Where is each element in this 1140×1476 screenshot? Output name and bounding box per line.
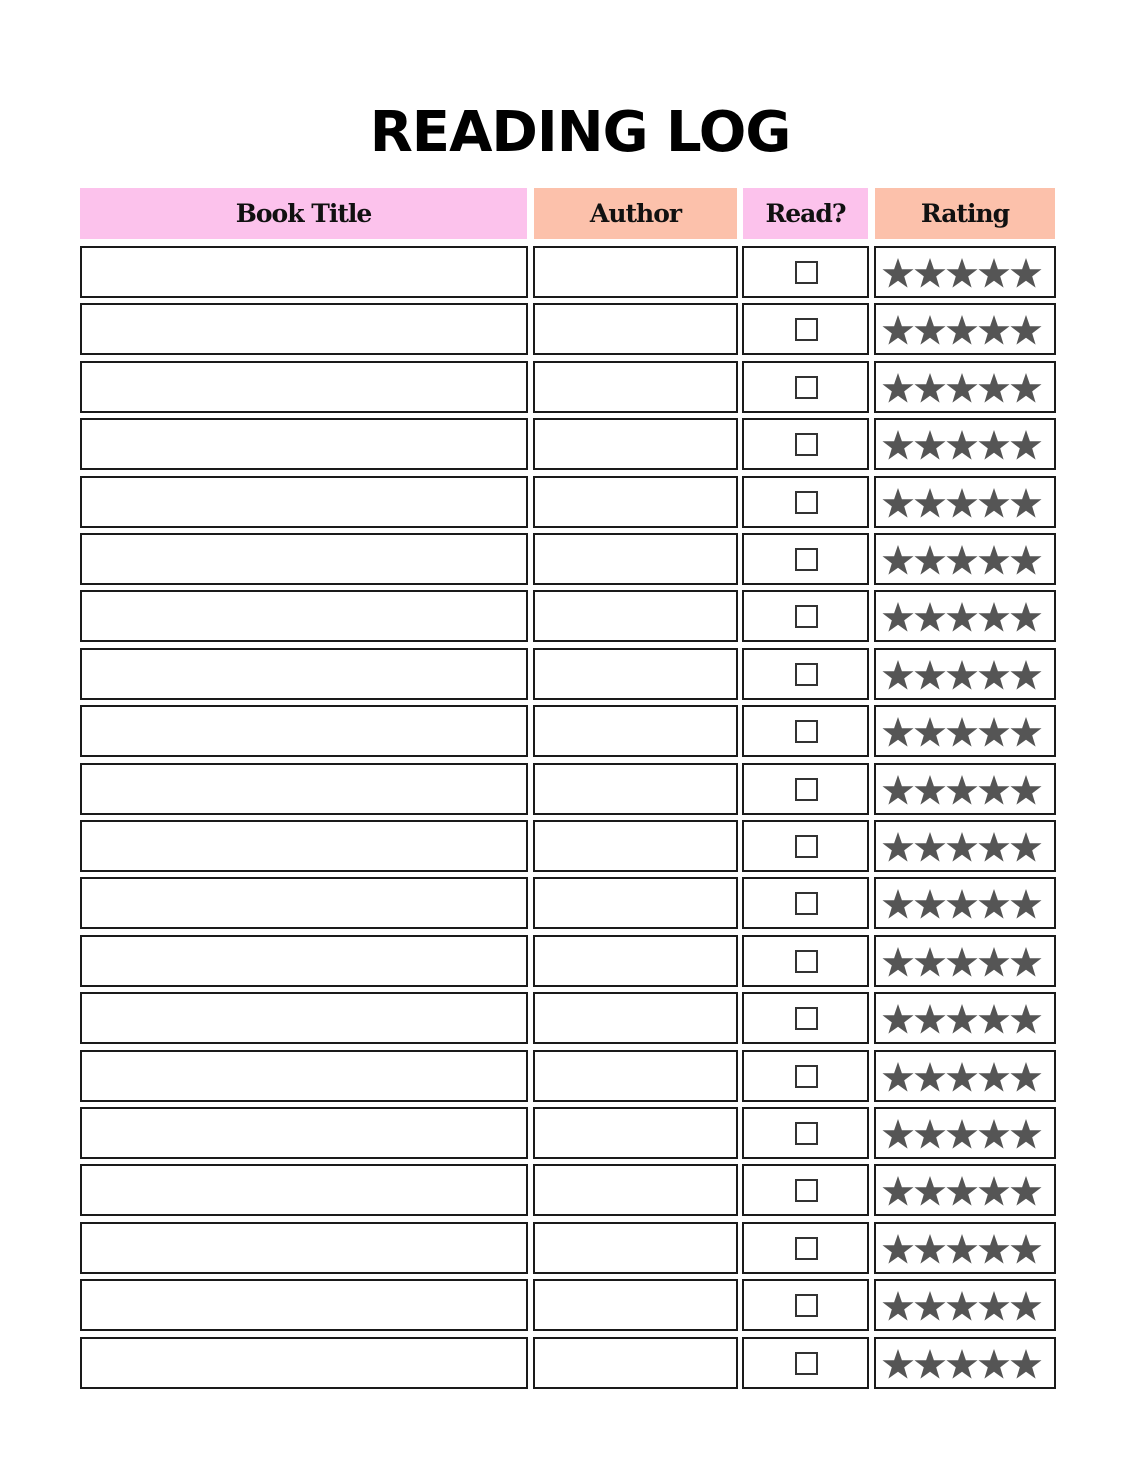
- star-rating: [882, 712, 1042, 750]
- star-icon[interactable]: [882, 540, 914, 578]
- book-title-field[interactable]: [80, 648, 528, 700]
- star-icon[interactable]: [946, 1057, 978, 1095]
- star-icon[interactable]: [914, 540, 946, 578]
- star-icon[interactable]: [978, 540, 1010, 578]
- star-rating: [882, 425, 1042, 463]
- read-cell: [742, 935, 869, 987]
- star-icon[interactable]: [1010, 712, 1042, 750]
- rating-cell: [874, 1050, 1056, 1102]
- read-cell: [742, 1222, 869, 1274]
- book-title-field[interactable]: [80, 1164, 528, 1216]
- header-read: Read?: [743, 188, 868, 239]
- star-icon[interactable]: [1010, 540, 1042, 578]
- star-icon[interactable]: [946, 1114, 978, 1152]
- star-icon[interactable]: [1010, 827, 1042, 865]
- star-icon[interactable]: [882, 1344, 914, 1382]
- star-icon[interactable]: [1010, 1171, 1042, 1209]
- star-icon[interactable]: [1010, 942, 1042, 980]
- table-row: [0, 590, 1140, 642]
- book-title-field[interactable]: [80, 533, 528, 585]
- star-icon[interactable]: [946, 999, 978, 1037]
- star-icon[interactable]: [946, 310, 978, 348]
- read-checkbox[interactable]: [795, 950, 818, 973]
- star-icon[interactable]: [1010, 253, 1042, 291]
- star-icon[interactable]: [978, 1286, 1010, 1324]
- author-field[interactable]: [533, 418, 738, 470]
- author-field[interactable]: [533, 1222, 738, 1274]
- star-icon[interactable]: [946, 368, 978, 406]
- rating-cell: [874, 418, 1056, 470]
- star-icon[interactable]: [914, 253, 946, 291]
- page-title: READING LOG: [369, 100, 791, 165]
- star-icon[interactable]: [1010, 770, 1042, 808]
- star-icon[interactable]: [914, 1114, 946, 1152]
- star-icon[interactable]: [882, 942, 914, 980]
- rating-cell: [874, 820, 1056, 872]
- star-icon[interactable]: [1010, 368, 1042, 406]
- star-icon[interactable]: [978, 770, 1010, 808]
- read-checkbox[interactable]: [795, 1237, 818, 1260]
- header-rating: Rating: [875, 188, 1055, 239]
- read-cell: [742, 648, 869, 700]
- read-checkbox[interactable]: [795, 605, 818, 628]
- star-rating: [882, 655, 1042, 693]
- read-checkbox[interactable]: [795, 1007, 818, 1030]
- book-title-field[interactable]: [80, 1222, 528, 1274]
- star-icon[interactable]: [1010, 483, 1042, 521]
- read-checkbox[interactable]: [795, 892, 818, 915]
- rating-cell: [874, 246, 1056, 298]
- star-icon[interactable]: [914, 597, 946, 635]
- read-cell: [742, 877, 869, 929]
- read-checkbox[interactable]: [795, 1294, 818, 1317]
- star-icon[interactable]: [914, 1057, 946, 1095]
- star-icon[interactable]: [1010, 1114, 1042, 1152]
- star-icon[interactable]: [882, 999, 914, 1037]
- author-field[interactable]: [533, 1107, 738, 1159]
- author-field[interactable]: [533, 303, 738, 355]
- author-field[interactable]: [533, 705, 738, 757]
- star-icon[interactable]: [914, 655, 946, 693]
- star-icon[interactable]: [1010, 1286, 1042, 1324]
- star-icon[interactable]: [1010, 310, 1042, 348]
- book-title-field[interactable]: [80, 1279, 528, 1331]
- star-rating: [882, 1171, 1042, 1209]
- star-rating: [882, 1057, 1042, 1095]
- rating-cell: [874, 1279, 1056, 1331]
- author-field[interactable]: [533, 246, 738, 298]
- book-title-field[interactable]: [80, 303, 528, 355]
- rating-cell: [874, 705, 1056, 757]
- star-rating: [882, 1286, 1042, 1324]
- book-title-field[interactable]: [80, 992, 528, 1044]
- book-title-field[interactable]: [80, 1050, 528, 1102]
- author-field[interactable]: [533, 763, 738, 815]
- table-row: [0, 705, 1140, 757]
- star-icon[interactable]: [914, 483, 946, 521]
- author-field[interactable]: [533, 1337, 738, 1389]
- book-title-field[interactable]: [80, 1107, 528, 1159]
- book-title-field[interactable]: [80, 935, 528, 987]
- star-icon[interactable]: [946, 942, 978, 980]
- table-row: [0, 1279, 1140, 1331]
- star-icon[interactable]: [882, 1171, 914, 1209]
- read-cell: [742, 1337, 869, 1389]
- star-icon[interactable]: [882, 712, 914, 750]
- read-checkbox[interactable]: [795, 1352, 818, 1375]
- book-title-field[interactable]: [80, 705, 528, 757]
- table-row: [0, 533, 1140, 585]
- star-icon[interactable]: [882, 425, 914, 463]
- table-row: [0, 877, 1140, 929]
- book-title-field[interactable]: [80, 820, 528, 872]
- star-icon[interactable]: [946, 540, 978, 578]
- star-icon[interactable]: [882, 1114, 914, 1152]
- rating-cell: [874, 590, 1056, 642]
- table-row: [0, 1222, 1140, 1274]
- read-checkbox[interactable]: [795, 1122, 818, 1145]
- rating-cell: [874, 763, 1056, 815]
- read-cell: [742, 820, 869, 872]
- star-icon[interactable]: [882, 1229, 914, 1267]
- star-icon[interactable]: [914, 770, 946, 808]
- star-icon[interactable]: [1010, 999, 1042, 1037]
- star-icon[interactable]: [946, 655, 978, 693]
- read-cell: [742, 1107, 869, 1159]
- read-cell: [742, 246, 869, 298]
- book-title-field[interactable]: [80, 246, 528, 298]
- read-cell: [742, 476, 869, 528]
- author-field[interactable]: [533, 648, 738, 700]
- rating-cell: [874, 476, 1056, 528]
- star-rating: [882, 770, 1042, 808]
- author-field[interactable]: [533, 992, 738, 1044]
- star-icon[interactable]: [946, 1171, 978, 1209]
- rating-cell: [874, 533, 1056, 585]
- star-icon[interactable]: [914, 712, 946, 750]
- table-row: [0, 246, 1140, 298]
- star-icon[interactable]: [882, 310, 914, 348]
- star-icon[interactable]: [978, 1171, 1010, 1209]
- rating-cell: [874, 935, 1056, 987]
- star-icon[interactable]: [882, 655, 914, 693]
- rating-cell: [874, 1337, 1056, 1389]
- table-row: [0, 476, 1140, 528]
- rating-cell: [874, 877, 1056, 929]
- star-icon[interactable]: [978, 827, 1010, 865]
- star-icon[interactable]: [914, 368, 946, 406]
- table-row: [0, 361, 1140, 413]
- read-checkbox[interactable]: [795, 835, 818, 858]
- star-icon[interactable]: [978, 1229, 1010, 1267]
- author-field[interactable]: [533, 590, 738, 642]
- table-row: [0, 820, 1140, 872]
- star-icon[interactable]: [978, 712, 1010, 750]
- star-icon[interactable]: [1010, 1344, 1042, 1382]
- table-row: [0, 648, 1140, 700]
- star-icon[interactable]: [978, 942, 1010, 980]
- star-icon[interactable]: [946, 1344, 978, 1382]
- star-icon[interactable]: [882, 1286, 914, 1324]
- star-rating: [882, 827, 1042, 865]
- star-rating: [882, 483, 1042, 521]
- star-icon[interactable]: [1010, 1057, 1042, 1095]
- star-rating: [882, 540, 1042, 578]
- header-book-title: Book Title: [80, 188, 527, 239]
- star-icon[interactable]: [978, 483, 1010, 521]
- star-icon[interactable]: [946, 425, 978, 463]
- star-icon[interactable]: [978, 1114, 1010, 1152]
- star-icon[interactable]: [978, 1344, 1010, 1382]
- star-icon[interactable]: [946, 1229, 978, 1267]
- author-field[interactable]: [533, 1279, 738, 1331]
- star-icon[interactable]: [914, 1229, 946, 1267]
- read-checkbox[interactable]: [795, 433, 818, 456]
- star-icon[interactable]: [882, 368, 914, 406]
- star-rating: [882, 884, 1042, 922]
- book-title-field[interactable]: [80, 476, 528, 528]
- star-rating: [882, 253, 1042, 291]
- read-checkbox[interactable]: [795, 778, 818, 801]
- star-icon[interactable]: [946, 712, 978, 750]
- read-cell: [742, 705, 869, 757]
- rating-cell: [874, 992, 1056, 1044]
- star-icon[interactable]: [946, 884, 978, 922]
- star-icon[interactable]: [882, 770, 914, 808]
- star-rating: [882, 597, 1042, 635]
- table-row: [0, 1337, 1140, 1389]
- star-icon[interactable]: [882, 1057, 914, 1095]
- read-checkbox[interactable]: [795, 491, 818, 514]
- star-icon[interactable]: [882, 483, 914, 521]
- table-row: [0, 992, 1140, 1044]
- star-icon[interactable]: [914, 884, 946, 922]
- star-icon[interactable]: [946, 483, 978, 521]
- read-cell: [742, 590, 869, 642]
- read-cell: [742, 418, 869, 470]
- rating-cell: [874, 1222, 1056, 1274]
- author-field[interactable]: [533, 1164, 738, 1216]
- star-icon[interactable]: [914, 1344, 946, 1382]
- read-checkbox[interactable]: [795, 1065, 818, 1088]
- star-icon[interactable]: [882, 253, 914, 291]
- star-rating: [882, 1344, 1042, 1382]
- star-icon[interactable]: [946, 827, 978, 865]
- star-rating: [882, 310, 1042, 348]
- table-row: [0, 763, 1140, 815]
- star-icon[interactable]: [914, 999, 946, 1037]
- book-title-field[interactable]: [80, 1337, 528, 1389]
- star-icon[interactable]: [914, 942, 946, 980]
- book-title-field[interactable]: [80, 361, 528, 413]
- header-author: Author: [534, 188, 737, 239]
- star-icon[interactable]: [946, 770, 978, 808]
- star-icon[interactable]: [882, 597, 914, 635]
- star-rating: [882, 999, 1042, 1037]
- read-cell: [742, 992, 869, 1044]
- star-icon[interactable]: [1010, 425, 1042, 463]
- star-icon[interactable]: [914, 827, 946, 865]
- star-icon[interactable]: [978, 999, 1010, 1037]
- star-icon[interactable]: [914, 1286, 946, 1324]
- star-rating: [882, 1114, 1042, 1152]
- book-title-field[interactable]: [80, 590, 528, 642]
- table-row: [0, 935, 1140, 987]
- read-checkbox[interactable]: [795, 1179, 818, 1202]
- author-field[interactable]: [533, 1050, 738, 1102]
- star-icon[interactable]: [978, 368, 1010, 406]
- book-title-field[interactable]: [80, 418, 528, 470]
- star-icon[interactable]: [978, 884, 1010, 922]
- read-cell: [742, 533, 869, 585]
- star-icon[interactable]: [1010, 597, 1042, 635]
- read-checkbox[interactable]: [795, 318, 818, 341]
- read-cell: [742, 1279, 869, 1331]
- star-rating: [882, 1229, 1042, 1267]
- star-icon[interactable]: [1010, 655, 1042, 693]
- star-icon[interactable]: [978, 425, 1010, 463]
- author-field[interactable]: [533, 361, 738, 413]
- table-row: [0, 303, 1140, 355]
- star-icon[interactable]: [978, 253, 1010, 291]
- star-icon[interactable]: [1010, 1229, 1042, 1267]
- star-rating: [882, 942, 1042, 980]
- star-icon[interactable]: [978, 1057, 1010, 1095]
- star-icon[interactable]: [914, 425, 946, 463]
- star-icon[interactable]: [1010, 884, 1042, 922]
- rating-cell: [874, 648, 1056, 700]
- star-icon[interactable]: [882, 827, 914, 865]
- author-field[interactable]: [533, 820, 738, 872]
- table-row: [0, 1050, 1140, 1102]
- author-field[interactable]: [533, 476, 738, 528]
- read-cell: [742, 303, 869, 355]
- table-row: [0, 1164, 1140, 1216]
- star-icon[interactable]: [914, 310, 946, 348]
- table-row: [0, 418, 1140, 470]
- book-title-field[interactable]: [80, 763, 528, 815]
- book-title-field[interactable]: [80, 877, 528, 929]
- read-checkbox[interactable]: [795, 663, 818, 686]
- star-icon[interactable]: [914, 1171, 946, 1209]
- star-rating: [882, 368, 1042, 406]
- read-checkbox[interactable]: [795, 548, 818, 571]
- read-checkbox[interactable]: [795, 720, 818, 743]
- star-icon[interactable]: [882, 884, 914, 922]
- star-icon[interactable]: [978, 310, 1010, 348]
- rating-cell: [874, 303, 1056, 355]
- table-row: [0, 1107, 1140, 1159]
- author-field[interactable]: [533, 877, 738, 929]
- star-icon[interactable]: [946, 1286, 978, 1324]
- read-cell: [742, 763, 869, 815]
- rating-cell: [874, 361, 1056, 413]
- read-checkbox[interactable]: [795, 261, 818, 284]
- read-cell: [742, 361, 869, 413]
- star-icon[interactable]: [978, 655, 1010, 693]
- star-icon[interactable]: [946, 597, 978, 635]
- star-icon[interactable]: [946, 253, 978, 291]
- rating-cell: [874, 1164, 1056, 1216]
- read-checkbox[interactable]: [795, 376, 818, 399]
- read-cell: [742, 1050, 869, 1102]
- rating-cell: [874, 1107, 1056, 1159]
- author-field[interactable]: [533, 533, 738, 585]
- read-cell: [742, 1164, 869, 1216]
- author-field[interactable]: [533, 935, 738, 987]
- star-icon[interactable]: [978, 597, 1010, 635]
